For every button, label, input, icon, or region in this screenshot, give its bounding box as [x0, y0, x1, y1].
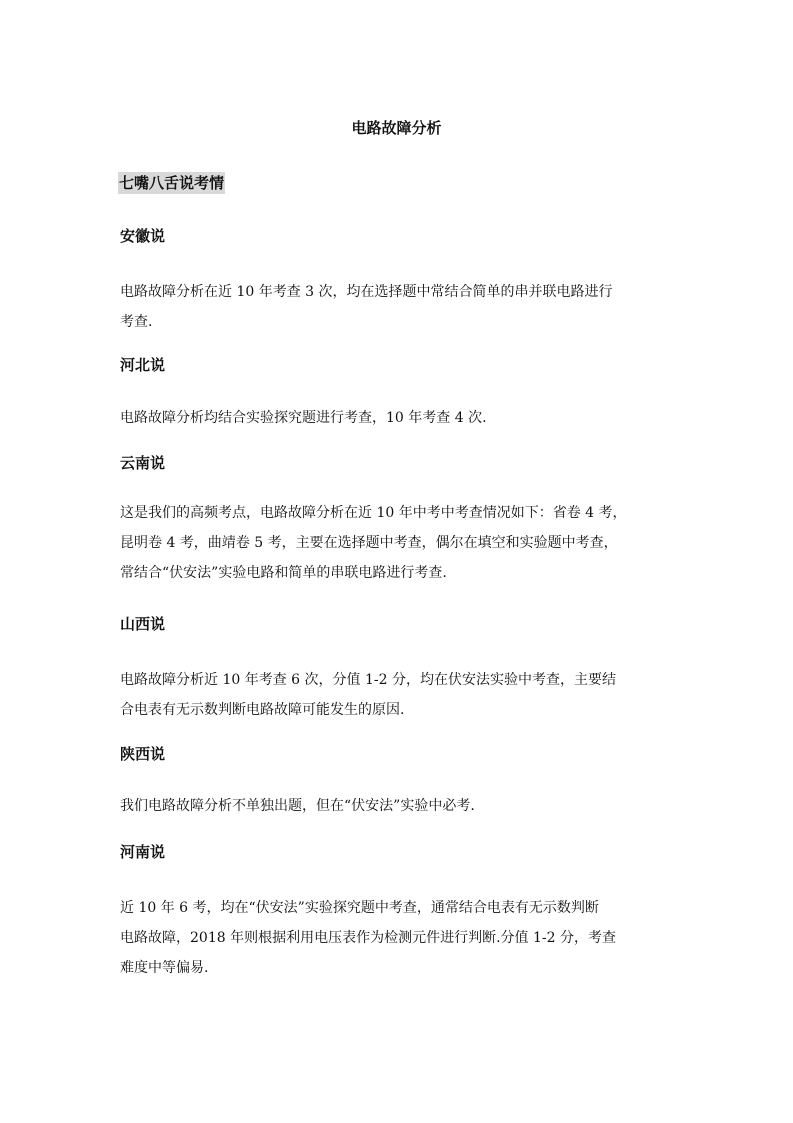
heading-shaanxi: 陕西说: [120, 745, 166, 763]
paragraph-shanxi: [120, 665, 680, 725]
heading-henan: 河南说: [120, 843, 166, 861]
paragraph-shaanxi: [120, 791, 680, 821]
text-line: 电路故障分析均结合实验探究题进行考查，10 年考查 4 次.: [120, 410, 487, 426]
text-line: 合电表有无示数判断电路故障可能发生的原因.: [120, 702, 405, 718]
paragraph-anhui: [120, 277, 680, 337]
text-line: 电路故障，2018 年则根据利用电压表作为检测元件进行判断.分值 1-2 分，考查: [120, 930, 616, 946]
text-line: 这是我们的高频考点，电路故障分析在近 10 年中考中考查情况如下：省卷 4 考，: [120, 505, 627, 521]
text-line: 常结合“伏安法”实验电路和简单的串联电路进行考查.: [120, 565, 447, 581]
heading-anhui: 安徽说: [120, 227, 166, 245]
text-line: 电路故障分析在近 10 年考查 3 次，均在选择题中常结合简单的串并联电路进行: [120, 284, 613, 300]
page-title: 电路故障分析: [351, 119, 442, 137]
text-line: 考查.: [120, 314, 153, 330]
heading-yunnan: 云南说: [120, 454, 166, 472]
text-line: 近 10 年 6 考，均在“伏安法”实验探究题中考查，通常结合电表有无示数判断: [120, 900, 599, 916]
text-line: 难度中等偏易.: [120, 960, 209, 976]
paragraph-henan: [120, 893, 680, 983]
paragraph-hebei: [120, 403, 680, 433]
text-line: 我们电路故障分析不单独出题，但在“伏安法”实验中必考.: [120, 798, 475, 814]
text-line: 电路故障分析近 10 年考查 6 次，分值 1-2 分，均在伏安法实验中考查，主要结: [120, 672, 616, 688]
paragraph-yunnan: [120, 498, 680, 588]
heading-hebei: 河北说: [120, 356, 166, 374]
section-label: 七嘴八舌说考情: [119, 174, 225, 192]
heading-shanxi: 山西说: [120, 615, 166, 633]
text-line: 昆明卷 4 考，曲靖卷 5 考，主要在选择题中考查，偶尔在填空和实验题中考查，: [120, 535, 618, 551]
